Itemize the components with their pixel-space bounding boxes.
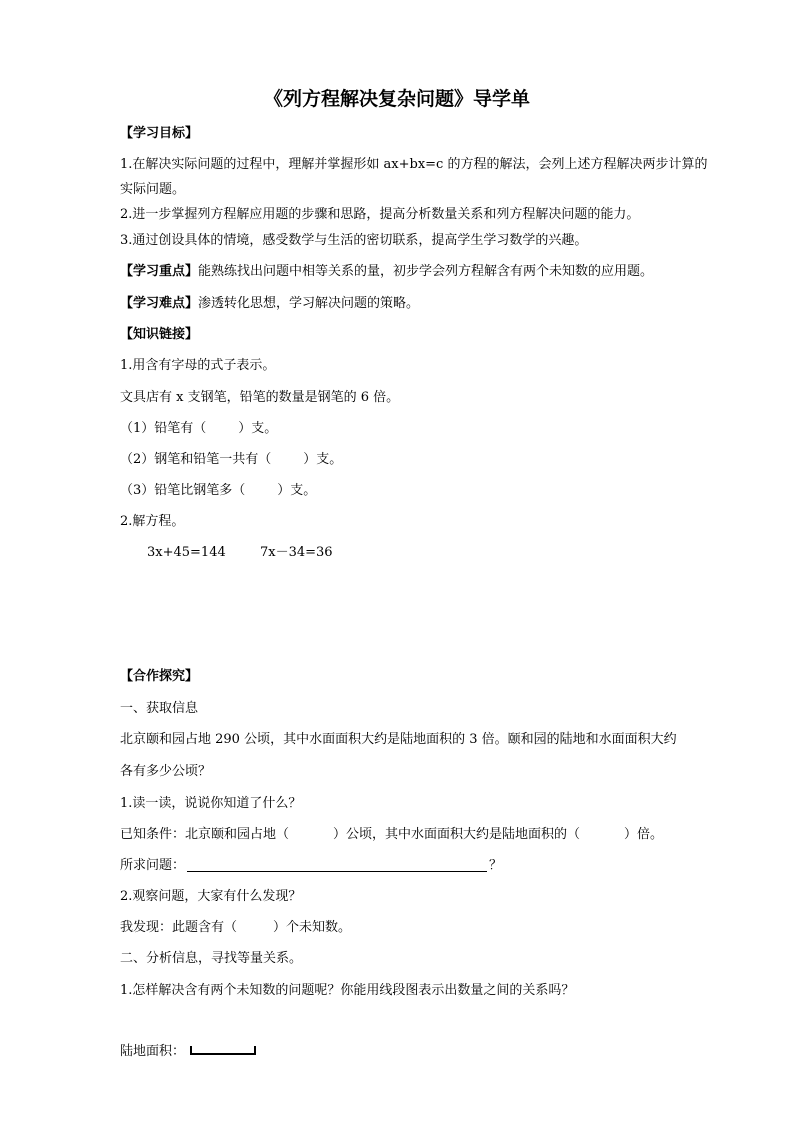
learning-goals-heading: 【学习目标】: [120, 126, 199, 141]
problem-line-1: 北京颐和园占地 290 公顷，其中水面面积大约是陆地面积的 3 倍。颐和园的陆地和水面面积大约: [120, 732, 677, 747]
cooperative-explore-heading: 【合作探究】: [120, 669, 199, 684]
key-point: [120, 263, 653, 281]
knowledge-q1: 1.用含有字母的式子表示。: [120, 358, 276, 373]
discovery-suffix: ）个未知数。: [273, 920, 352, 935]
knowledge-item-1: [120, 420, 277, 438]
answer-underline[interactable]: [187, 870, 487, 872]
goal-3: 3.通过创设具体的情境，感受数学与生活的密切联系，提高学生学习数学的兴趣。: [120, 233, 588, 248]
item-3-suffix: ）支。: [277, 483, 317, 498]
key-point-heading: 【学习重点】: [120, 264, 199, 279]
known-prefix: 已知条件：北京颐和园占地（: [120, 827, 290, 842]
item-2-suffix: ）支。: [303, 452, 343, 467]
equation-1: 3x+45=144: [147, 545, 226, 560]
knowledge-q2: 2.解方程。: [120, 514, 185, 529]
question-suffix: ？: [489, 858, 503, 873]
page-title: 《列方程解决复杂问题》导学单: [263, 88, 530, 110]
explore-part-2: 二、分析信息，寻找等量关系。: [120, 951, 303, 966]
goal-2: 2.进一步掌握列方程解应用题的步骤和思路，提高分析数量关系和列方程解决问题的能力。: [120, 207, 640, 222]
goal-1-line-1: 1.在解决实际问题的过程中，理解并掌握形如 ax+bx=c 的方程的解法，会列上述方程解决两步计算的: [120, 157, 708, 172]
difficulty-text: 渗透转化思想，学习解决问题的策略。: [198, 296, 420, 311]
observe-prompt: 2.观察问题，大家有什么发现？: [120, 889, 302, 904]
segment-diagram-prompt: 1.怎样解决含有两个未知数的问题呢？你能用线段图表示出数量之间的关系吗？: [120, 983, 575, 998]
item-1-suffix: ）支。: [238, 421, 278, 436]
land-area-segment: [190, 1046, 256, 1055]
known-suffix: ）倍。: [624, 827, 664, 842]
difficulty-heading: 【学习难点】: [120, 296, 199, 311]
discovery-prefix: 我发现：此题含有（: [120, 920, 238, 935]
question-prefix: 所求问题：: [120, 858, 186, 873]
goal-1-line-2: 实际问题。: [120, 182, 186, 197]
land-area-label: 陆地面积：: [120, 1044, 186, 1059]
item-2-prefix: （2）钢笔和铅笔一共有（: [120, 452, 272, 467]
item-1-prefix: （1）铅笔有（: [120, 421, 207, 436]
known-middle: ）公顷，其中水面面积大约是陆地面积的（: [333, 827, 581, 842]
read-prompt: 1.读一读，说说你知道了什么？: [120, 796, 302, 811]
knowledge-link-heading: 【知识链接】: [120, 327, 199, 342]
equation-2: 7x－34=36: [260, 545, 333, 560]
item-3-prefix: （3）铅笔比钢笔多（: [120, 483, 246, 498]
knowledge-item-3: [120, 482, 316, 500]
discovery: [120, 919, 351, 937]
knowledge-stem: 文具店有 x 支钢笔，铅笔的数量是钢笔的 6 倍。: [120, 390, 400, 405]
key-point-text: 能熟练找出问题中相等关系的量，初步学会列方程解含有两个未知数的应用题。: [198, 264, 654, 279]
knowledge-item-2: [120, 451, 342, 469]
explore-part-1: 一、获取信息: [120, 701, 199, 716]
known-conditions: [120, 826, 663, 844]
question-asked: [120, 857, 502, 875]
difficulty: [120, 295, 419, 313]
problem-line-2: 各有多少公顷？: [120, 764, 212, 779]
